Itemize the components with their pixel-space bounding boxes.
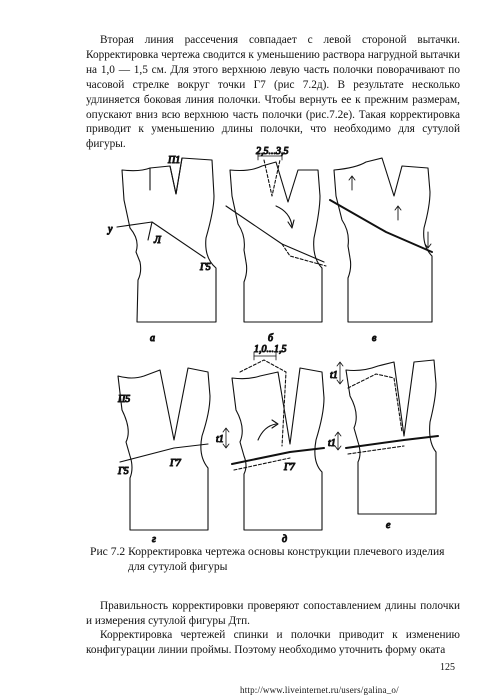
figure-caption [90,544,460,574]
label-a-y: у [108,224,113,235]
label-a-g5: Г5 [200,262,211,273]
label-a-p1: П1 [168,155,181,166]
panel-label-e: е [386,520,391,531]
page-number: 125 [440,662,455,673]
footer-url: http://www.liveinternet.ru/users/galina_o/ [240,685,399,695]
caption-line-2: для сутулой фигуры [128,560,228,573]
panel-label-a: а [150,333,155,344]
panel-g-drawing [118,368,210,530]
label-d-t1: t1 [216,434,224,445]
panel-c-drawing [330,158,432,322]
panel-e-drawing [335,360,438,514]
panel-label-g: г [152,534,156,545]
label-e-t1: t1 [330,370,338,381]
panel-a-drawing [117,158,216,322]
label-g-p5: П5 [118,394,131,405]
label-d-g7: Г7 [284,462,295,473]
label-e-t1b: t1 [328,438,336,449]
label-g-g7: Г7 [170,458,181,469]
label-g-g5: Г5 [118,466,129,477]
panel-d-drawing [223,352,324,530]
panel-label-c: в [372,333,377,344]
panel-b-drawing [226,152,326,322]
paragraph-intro: Вторая линия рассечения совпадает с левой стороной вытачки. Корректировка чертежа сводится к уменьшению раствора нагрудной вытачки на 1,0 — 1,5 см. Для этого верхнюю левую часть полочки поворачивают по часовой стрелке вокруг точки Г7 (рис 7.2д). В результате несколько удлиняется боковая линия полочки. Чтобы вернуть ее к прежним размерам, опускают вниз всю верхнюю часть полочки (рис.7.2е). Такая корректировка приводит к уменьшению длины полочки, что необходимо для сутулой фигуры. [86,34,460,151]
label-b-dim: 2,5...3,5 [256,146,289,157]
label-a-l: Л [154,235,161,246]
paragraph-armhole: Корректировка чертежей спинки и полочки приводит к изменению конфигурации линии проймы. Поэтому необходимо уточнить форму оката [86,629,460,656]
label-d-dim: 1,0...1,5 [254,344,287,355]
caption-line-1: Рис 7.2 Корректировка чертежа основы конструкции плечевого изделия [90,545,445,558]
panel-label-d: д [282,534,288,545]
panel-label-b: б [268,333,274,344]
paragraph-check: Правильность корректировки проверяют сопоставлением длины полочки и измерения сутулой фигуры Дтп. [86,600,460,627]
